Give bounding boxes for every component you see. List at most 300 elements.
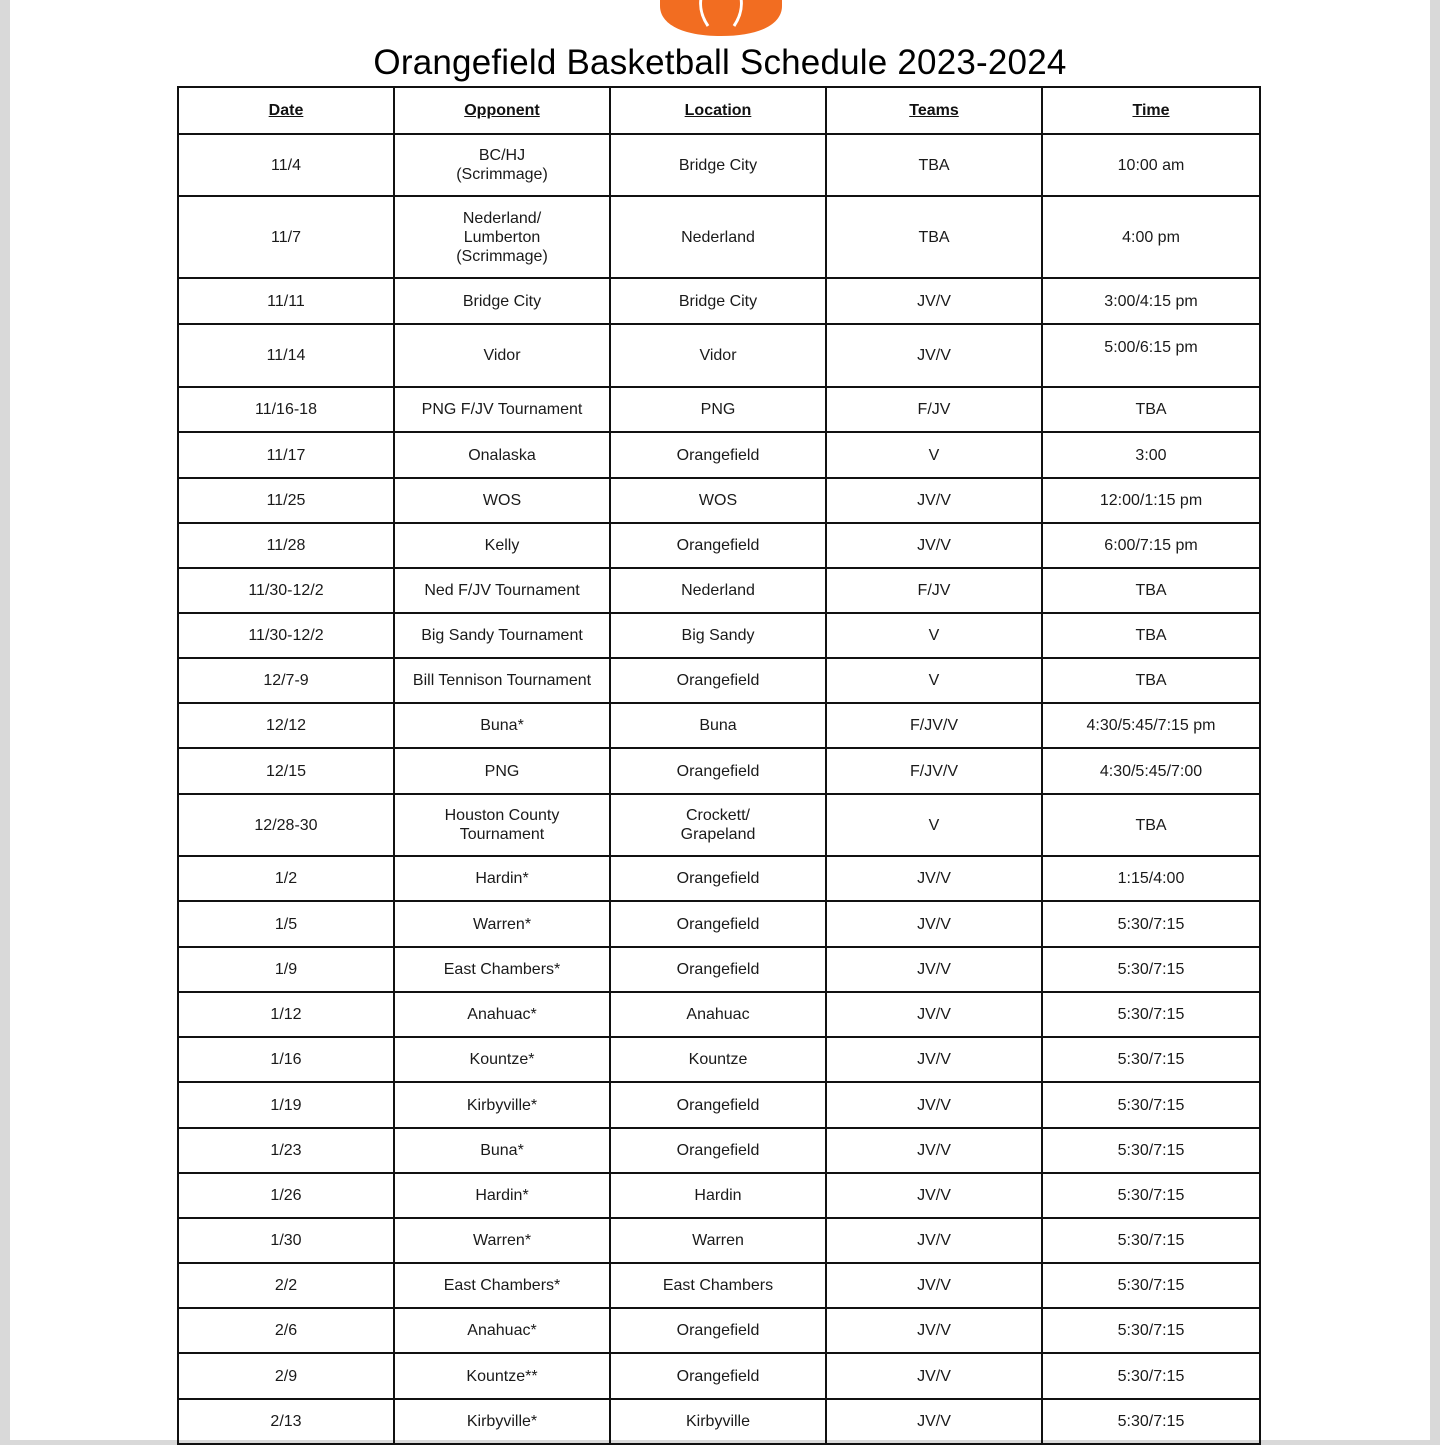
- cell-teams-text: JV/V: [917, 1367, 951, 1385]
- cell-location: [610, 1128, 826, 1173]
- cell-opponent: [394, 1353, 610, 1399]
- cell-date-text: 12/15: [265, 762, 307, 780]
- table-row: [178, 1173, 1260, 1218]
- cell-date-text: 12/28-30: [254, 816, 318, 834]
- table-row: [178, 613, 1260, 658]
- cell-opponent: [394, 856, 610, 901]
- cell-time: [1042, 794, 1260, 856]
- cell-opponent-text: Anahuac*: [467, 1322, 537, 1339]
- cell-date: [178, 856, 394, 901]
- cell-date: [178, 523, 394, 568]
- cell-date: [178, 1263, 394, 1308]
- cell-location: [610, 1399, 826, 1444]
- cell-opponent: [394, 1037, 610, 1082]
- cell-teams: [826, 748, 1042, 794]
- cell-date: [178, 196, 394, 278]
- cell-location-text: East Chambers: [662, 1277, 774, 1294]
- cell-date-text: 11/14: [266, 347, 306, 364]
- schedule-table: [177, 86, 1261, 1445]
- cell-date: [178, 432, 394, 478]
- cell-opponent-text: Kountze*: [469, 1051, 535, 1068]
- cell-teams-text: JV/V: [917, 1096, 951, 1114]
- cell-date: [178, 1173, 394, 1218]
- cell-teams-text: JV/V: [917, 1277, 951, 1294]
- cell-time: [1042, 432, 1260, 478]
- cell-opponent: [394, 278, 610, 324]
- cell-teams-text: TBA: [918, 156, 950, 174]
- table-row: [178, 703, 1260, 748]
- cell-opponent: [394, 992, 610, 1037]
- cell-date: [178, 478, 394, 523]
- cell-location-text: Vidor: [699, 347, 737, 364]
- cell-location: [610, 478, 826, 523]
- cell-opponent: [394, 1399, 610, 1444]
- cell-location-text: PNG: [700, 401, 736, 418]
- cell-location: [610, 278, 826, 324]
- cell-teams-text: JV/V: [917, 292, 951, 310]
- cell-date: [178, 748, 394, 794]
- cell-date: [178, 1399, 394, 1444]
- cell-location: [610, 992, 826, 1037]
- cell-date: [178, 134, 394, 196]
- table-row: [178, 748, 1260, 794]
- cell-opponent: [394, 196, 610, 278]
- cell-teams: [826, 947, 1042, 992]
- table-row: [178, 901, 1260, 947]
- table-row: [178, 432, 1260, 478]
- cell-teams: [826, 856, 1042, 901]
- cell-opponent-text: East Chambers*: [443, 961, 561, 978]
- cell-teams-text: JV/V: [917, 961, 951, 978]
- cell-date: [178, 387, 394, 432]
- cell-date: [178, 1218, 394, 1263]
- cell-opponent-text: Kountze**: [466, 1367, 538, 1385]
- cell-opponent-text: Vidor: [483, 347, 521, 364]
- cell-teams: [826, 1399, 1042, 1444]
- cell-date: [178, 278, 394, 324]
- cell-location: [610, 1353, 826, 1399]
- cell-time: [1042, 568, 1260, 613]
- cell-location-text: Orangefield: [676, 870, 760, 887]
- table-row: [178, 1218, 1260, 1263]
- table-row: [178, 478, 1260, 523]
- cell-time: [1042, 1173, 1260, 1218]
- cell-location: [610, 196, 826, 278]
- cell-date-text: 11/17: [266, 446, 306, 464]
- cell-time: [1042, 1037, 1260, 1082]
- cell-teams: [826, 278, 1042, 324]
- cell-time: [1042, 387, 1260, 432]
- cell-date-text: 11/16-18: [255, 401, 317, 418]
- cell-teams-text: F/JV: [917, 582, 951, 599]
- table-row: [178, 568, 1260, 613]
- page-title: Orangefield Basketball Schedule 2023-2024: [373, 43, 1067, 82]
- cell-opponent-text: Kelly: [484, 537, 520, 554]
- cell-teams-text: JV/V: [917, 915, 951, 933]
- basketball-icon: [660, 0, 782, 36]
- table-row: [178, 1308, 1260, 1353]
- cell-date: [178, 613, 394, 658]
- cell-location-text: Crockett/ Grapeland: [680, 807, 756, 843]
- cell-teams: [826, 1082, 1042, 1128]
- table-header-row: [178, 87, 1260, 134]
- cell-time-text: 12:00/1:15 pm: [1099, 492, 1203, 509]
- cell-date: [178, 1308, 394, 1353]
- cell-time: [1042, 658, 1260, 703]
- cell-time: [1042, 1353, 1260, 1399]
- cell-location: [610, 794, 826, 856]
- cell-opponent-text: Kirbyville*: [466, 1096, 538, 1114]
- cell-teams: [826, 703, 1042, 748]
- cell-teams-text: JV/V: [917, 1187, 951, 1204]
- cell-opponent: [394, 432, 610, 478]
- cell-teams: [826, 1308, 1042, 1353]
- schedule-body: [178, 134, 1260, 1444]
- table-row: [178, 134, 1260, 196]
- cell-teams: [826, 432, 1042, 478]
- cell-location-text: Orangefield: [676, 1142, 760, 1159]
- cell-location: [610, 856, 826, 901]
- cell-teams: [826, 568, 1042, 613]
- cell-time: [1042, 478, 1260, 523]
- cell-opponent: [394, 748, 610, 794]
- cell-opponent: [394, 1218, 610, 1263]
- cell-time-text: 4:00 pm: [1122, 228, 1180, 246]
- cell-opponent: [394, 658, 610, 703]
- cell-time-text: TBA: [1135, 672, 1167, 689]
- cell-location: [610, 134, 826, 196]
- cell-teams-text: JV/V: [917, 1413, 951, 1430]
- table-row: [178, 1037, 1260, 1082]
- cell-time: [1042, 324, 1260, 387]
- cell-date-text: 11/28: [266, 537, 306, 554]
- cell-opponent-text: Bill Tennison Tournament: [412, 672, 592, 689]
- cell-date: [178, 568, 394, 613]
- cell-time-text: TBA: [1135, 816, 1167, 834]
- cell-date: [178, 1082, 394, 1128]
- cell-date-text: 11/4: [271, 156, 301, 174]
- cell-teams-text: V: [928, 816, 940, 834]
- column-header-date: Date: [178, 87, 394, 134]
- cell-teams-text: F/JV: [917, 401, 951, 418]
- cell-opponent-text: Ned F/JV Tournament: [424, 582, 580, 599]
- cell-teams: [826, 1353, 1042, 1399]
- cell-location: [610, 324, 826, 387]
- cell-time-text: 5:30/7:15: [1117, 1096, 1185, 1114]
- cell-location-text: Orangefield: [676, 961, 760, 978]
- cell-date: [178, 658, 394, 703]
- table-row: [178, 992, 1260, 1037]
- cell-location: [610, 901, 826, 947]
- cell-teams-text: JV/V: [917, 1051, 951, 1068]
- cell-date-text: 1/9: [274, 961, 298, 978]
- cell-opponent-text: Warren*: [472, 1232, 532, 1249]
- cell-date-text: 1/2: [274, 870, 298, 887]
- cell-time-text: 3:00/4:15 pm: [1104, 292, 1198, 310]
- cell-teams: [826, 324, 1042, 387]
- cell-time: [1042, 1128, 1260, 1173]
- cell-teams-text: JV/V: [917, 1322, 951, 1339]
- cell-opponent: [394, 947, 610, 992]
- cell-location: [610, 1037, 826, 1082]
- cell-opponent: [394, 1128, 610, 1173]
- cell-date: [178, 901, 394, 947]
- cell-opponent: [394, 613, 610, 658]
- cell-teams: [826, 1218, 1042, 1263]
- table-row: [178, 1353, 1260, 1399]
- cell-opponent-text: Hardin*: [475, 1187, 529, 1204]
- cell-location-text: Kirbyville: [685, 1413, 750, 1430]
- cell-location-text: Orangefield: [676, 672, 760, 689]
- cell-teams-text: JV/V: [917, 1142, 951, 1159]
- cell-opponent-text: Hardin*: [475, 870, 529, 887]
- column-header-time: Time: [1042, 87, 1260, 134]
- cell-date: [178, 947, 394, 992]
- cell-opponent: [394, 1173, 610, 1218]
- cell-opponent: [394, 324, 610, 387]
- cell-date-text: 1/30: [270, 1232, 302, 1249]
- cell-opponent-text: PNG: [484, 762, 520, 780]
- cell-teams: [826, 1037, 1042, 1082]
- cell-location: [610, 568, 826, 613]
- cell-location-text: Orangefield: [676, 762, 760, 780]
- cell-location-text: Orangefield: [676, 1322, 760, 1339]
- cell-opponent-text: BC/HJ (Scrimmage): [456, 147, 548, 183]
- cell-teams: [826, 523, 1042, 568]
- cell-date-text: 11/11: [267, 292, 305, 310]
- table-row: [178, 1399, 1260, 1444]
- cell-time: [1042, 947, 1260, 992]
- cell-opponent-text: Anahuac*: [467, 1006, 537, 1023]
- table-row: [178, 324, 1260, 387]
- cell-date: [178, 1128, 394, 1173]
- cell-location-text: Anahuac: [686, 1006, 750, 1023]
- cell-time-text: 1:15/4:00: [1117, 870, 1185, 887]
- cell-time-text: 5:30/7:15: [1117, 915, 1185, 933]
- cell-teams-text: JV/V: [917, 1006, 951, 1023]
- cell-teams-text: TBA: [918, 228, 950, 246]
- cell-opponent-text: PNG F/JV Tournament: [421, 401, 583, 418]
- cell-time: [1042, 748, 1260, 794]
- cell-opponent-text: Bridge City: [462, 292, 542, 310]
- cell-location: [610, 613, 826, 658]
- cell-location-text: Orangefield: [676, 1367, 760, 1385]
- table-row: [178, 278, 1260, 324]
- cell-date-text: 11/25: [266, 492, 306, 509]
- cell-time: [1042, 1082, 1260, 1128]
- cell-location-text: Orangefield: [676, 1096, 760, 1114]
- cell-date-text: 1/26: [270, 1187, 302, 1204]
- cell-location-text: Bridge City: [678, 292, 758, 310]
- cell-time-text: 5:30/7:15: [1117, 1413, 1185, 1430]
- cell-date: [178, 703, 394, 748]
- cell-teams-text: V: [928, 446, 940, 464]
- cell-time-text: 5:00/6:15 pm: [1104, 339, 1198, 356]
- table-row: [178, 658, 1260, 703]
- column-header-opponent: Opponent: [394, 87, 610, 134]
- cell-location: [610, 1173, 826, 1218]
- cell-teams: [826, 1263, 1042, 1308]
- cell-date: [178, 324, 394, 387]
- cell-location-text: Nederland: [681, 582, 755, 599]
- cell-date-text: 1/19: [270, 1096, 302, 1114]
- cell-opponent: [394, 523, 610, 568]
- cell-time-text: 5:30/7:15: [1117, 1322, 1185, 1339]
- cell-date-text: 2/13: [270, 1413, 302, 1430]
- cell-time: [1042, 901, 1260, 947]
- cell-opponent: [394, 478, 610, 523]
- cell-teams: [826, 196, 1042, 278]
- cell-time-text: 5:30/7:15: [1117, 1187, 1185, 1204]
- cell-location-text: Big Sandy: [681, 627, 755, 644]
- cell-date-text: 11/7: [271, 228, 301, 246]
- cell-location-text: Bridge City: [678, 156, 758, 174]
- cell-opponent-text: Buna*: [480, 717, 524, 734]
- cell-teams-text: JV/V: [917, 1232, 951, 1249]
- cell-opponent-text: Big Sandy Tournament: [421, 627, 583, 644]
- cell-opponent-text: Warren*: [472, 915, 532, 933]
- cell-time-text: 5:30/7:15: [1117, 1051, 1185, 1068]
- cell-date-text: 2/9: [274, 1367, 298, 1385]
- cell-location: [610, 1263, 826, 1308]
- cell-teams: [826, 1128, 1042, 1173]
- cell-teams: [826, 613, 1042, 658]
- cell-location-text: Orangefield: [676, 915, 760, 933]
- cell-time-text: TBA: [1135, 582, 1167, 599]
- cell-time: [1042, 703, 1260, 748]
- cell-date: [178, 1037, 394, 1082]
- cell-date-text: 11/30-12/2: [248, 627, 324, 644]
- cell-location-text: Kountze: [688, 1051, 748, 1068]
- cell-teams-text: JV/V: [917, 870, 951, 887]
- cell-opponent-text: East Chambers*: [443, 1277, 561, 1294]
- cell-teams-text: JV/V: [917, 347, 951, 364]
- cell-location: [610, 1082, 826, 1128]
- cell-date: [178, 1353, 394, 1399]
- cell-location-text: Buna: [699, 717, 737, 734]
- cell-time: [1042, 1399, 1260, 1444]
- cell-date-text: 1/12: [270, 1006, 302, 1023]
- cell-teams: [826, 901, 1042, 947]
- cell-teams-text: F/JV/V: [909, 762, 958, 780]
- cell-date: [178, 992, 394, 1037]
- cell-location: [610, 1218, 826, 1263]
- column-header-teams: Teams: [826, 87, 1042, 134]
- cell-time: [1042, 523, 1260, 568]
- cell-opponent-text: Houston County Tournament: [444, 807, 560, 843]
- cell-teams-text: V: [928, 672, 940, 689]
- cell-opponent: [394, 1082, 610, 1128]
- cell-time: [1042, 613, 1260, 658]
- table-row: [178, 196, 1260, 278]
- cell-date-text: 11/30-12/2: [248, 582, 324, 599]
- cell-time-text: 5:30/7:15: [1117, 1142, 1185, 1159]
- cell-opponent-text: Onalaska: [468, 446, 536, 464]
- cell-teams: [826, 134, 1042, 196]
- cell-opponent: [394, 568, 610, 613]
- cell-time: [1042, 1308, 1260, 1353]
- cell-location-text: WOS: [698, 492, 738, 509]
- cell-time: [1042, 992, 1260, 1037]
- table-row: [178, 1082, 1260, 1128]
- cell-date-text: 1/5: [274, 915, 298, 933]
- cell-teams: [826, 478, 1042, 523]
- cell-date-text: 1/23: [270, 1142, 302, 1159]
- cell-opponent: [394, 1308, 610, 1353]
- cell-date-text: 2/2: [274, 1277, 298, 1294]
- table-row: [178, 947, 1260, 992]
- table-row: [178, 387, 1260, 432]
- cell-date-text: 1/16: [270, 1051, 302, 1068]
- cell-time-text: 5:30/7:15: [1117, 1006, 1185, 1023]
- table-row: [178, 856, 1260, 901]
- cell-opponent: [394, 901, 610, 947]
- cell-teams: [826, 658, 1042, 703]
- cell-teams: [826, 992, 1042, 1037]
- cell-time: [1042, 278, 1260, 324]
- cell-opponent-text: Nederland/ Lumberton (Scrimmage): [456, 209, 548, 265]
- cell-teams-text: JV/V: [917, 492, 951, 509]
- cell-opponent-text: Kirbyville*: [466, 1413, 538, 1430]
- cell-time-text: 10:00 am: [1117, 156, 1185, 174]
- cell-teams: [826, 1173, 1042, 1218]
- cell-teams-text: V: [928, 627, 940, 644]
- cell-opponent: [394, 1263, 610, 1308]
- cell-time: [1042, 1263, 1260, 1308]
- cell-date-text: 2/6: [274, 1322, 298, 1339]
- table-row: [178, 794, 1260, 856]
- cell-time-text: TBA: [1135, 401, 1167, 418]
- cell-teams-text: F/JV/V: [909, 717, 958, 734]
- cell-opponent-text: WOS: [482, 492, 522, 509]
- cell-time-text: 5:30/7:15: [1117, 1367, 1185, 1385]
- cell-teams: [826, 387, 1042, 432]
- cell-opponent: [394, 703, 610, 748]
- table-row: [178, 1263, 1260, 1308]
- cell-teams-text: JV/V: [917, 537, 951, 554]
- table-row: [178, 1128, 1260, 1173]
- cell-location: [610, 432, 826, 478]
- cell-location: [610, 748, 826, 794]
- cell-location: [610, 1308, 826, 1353]
- cell-opponent-text: Buna*: [480, 1142, 524, 1159]
- cell-time-text: 4:30/5:45/7:15 pm: [1086, 717, 1216, 734]
- cell-location: [610, 387, 826, 432]
- cell-time: [1042, 856, 1260, 901]
- column-header-location: Location: [610, 87, 826, 134]
- cell-teams: [826, 794, 1042, 856]
- cell-location: [610, 658, 826, 703]
- cell-opponent: [394, 387, 610, 432]
- cell-time-text: 5:30/7:15: [1117, 1232, 1185, 1249]
- cell-date: [178, 794, 394, 856]
- cell-location-text: Orangefield: [676, 446, 760, 464]
- cell-time-text: TBA: [1135, 627, 1167, 644]
- cell-location: [610, 523, 826, 568]
- cell-date-text: 12/7-9: [263, 672, 309, 689]
- cell-time-text: 5:30/7:15: [1117, 1277, 1185, 1294]
- cell-time-text: 5:30/7:15: [1117, 961, 1185, 978]
- cell-time-text: 6:00/7:15 pm: [1104, 537, 1198, 554]
- cell-location-text: Nederland: [681, 228, 755, 246]
- cell-location-text: Hardin: [694, 1187, 742, 1204]
- cell-date-text: 12/12: [265, 717, 307, 734]
- cell-opponent: [394, 134, 610, 196]
- cell-opponent: [394, 794, 610, 856]
- cell-time: [1042, 196, 1260, 278]
- cell-time: [1042, 1218, 1260, 1263]
- cell-time-text: 3:00: [1135, 446, 1167, 464]
